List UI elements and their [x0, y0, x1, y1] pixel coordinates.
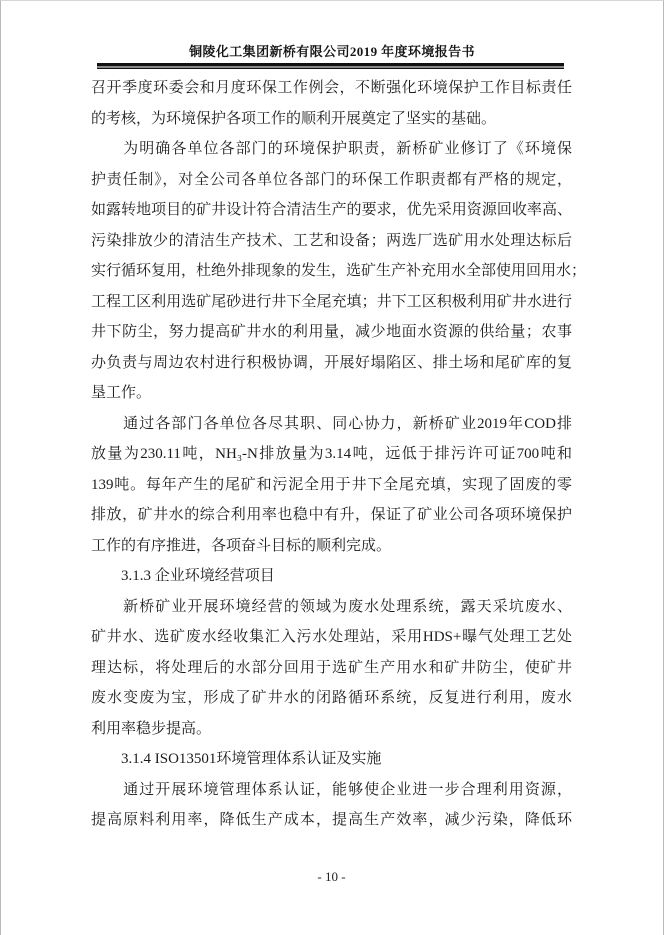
- text-line: 139吨。每年产生的尾矿和污泥全用于井下全尾充填，实现了固废的零: [91, 476, 572, 493]
- text-line: 井下防尘，努力提高矿井水的利用量，减少地面水资源的供给量；农事: [91, 324, 572, 340]
- text-line: 废水变废为宝，形成了矿井水的闭路循环系统，反复进行利用，废水: [91, 690, 572, 706]
- text-line: 污染排放少的清洁生产技术、工艺和设备；两选厂选矿用水处理达标后: [91, 232, 572, 249]
- text-line: 3.1.4 ISO13501环境管理体系认证及实施: [91, 751, 382, 767]
- header-rule: [97, 63, 564, 69]
- text-line: 通过开展环境管理体系认证，能够使企业进一步合理利用资源，: [91, 781, 572, 798]
- text-line: 通过各部门各单位各尽其职、同心协力，新桥矿业2019年COD排: [91, 415, 572, 432]
- text-line: 工作的有序推进，各项奋斗目标的顺利完成。: [91, 537, 392, 554]
- text-line: 如露转地项目的矿井设计符合清洁生产的要求，优先采用资源回收率高、: [91, 202, 572, 218]
- text-line: 排放，矿井水的综合利用率也稳中有升，保证了矿业公司各项环境保护: [91, 507, 572, 523]
- text-line: 召开季度环委会和月度环保工作例会，不断强化环境保护工作目标责任: [91, 80, 572, 96]
- page-number: - 10 -: [317, 869, 346, 884]
- text-line: 提高原料利用率，降低生产成本，提高生产效率，减少污染，降低环: [91, 812, 572, 828]
- text-line: 为明确各单位各部门的环境保护职责，新桥矿业修订了《环境保: [91, 141, 572, 157]
- text-line: 办负责与周边农村进行积极协调，开展好塌陷区、排土场和尾矿库的复: [91, 354, 572, 371]
- document-body: [91, 73, 587, 836]
- text-line: 实行循环复用，杜绝外排现象的发生，选矿生产补充用水全部使用回用水；: [91, 263, 587, 279]
- text-line: 新桥矿业开展环境经营的领域为废水处理系统，露天采坑废水、: [91, 598, 572, 615]
- text-line: 放量为230.11吨，NH₃-N排放量为3.14吨，远低于排污许可证700吨和: [91, 446, 572, 462]
- text-line: 利用率稳步提高。: [91, 720, 212, 737]
- text-line: 工程工区利用选矿尾砂进行井下全尾充填；井下工区积极利用矿井水进行: [91, 293, 572, 310]
- text-line: 的考核，为环境保护各项工作的顺利开展奠定了坚实的基础。: [91, 110, 497, 127]
- text-line: 3.1.3 企业环境经营项目: [91, 568, 275, 584]
- text-line: 垦工作。: [91, 385, 152, 401]
- text-line: 矿井水、选矿废水经收集汇入污水处理站，采用HDS+曝气处理工艺处: [91, 629, 572, 645]
- text-line: 理达标，将处理后的水部分回用于选矿生产用水和矿井防尘，使矿井: [91, 659, 572, 676]
- page-header-title: 铜陵化工集团新桥有限公司2019 年度环境报告书: [189, 44, 475, 59]
- text-line: 护责任制》，对全公司各单位各部门的环保工作职责都有严格的规定，: [91, 171, 572, 188]
